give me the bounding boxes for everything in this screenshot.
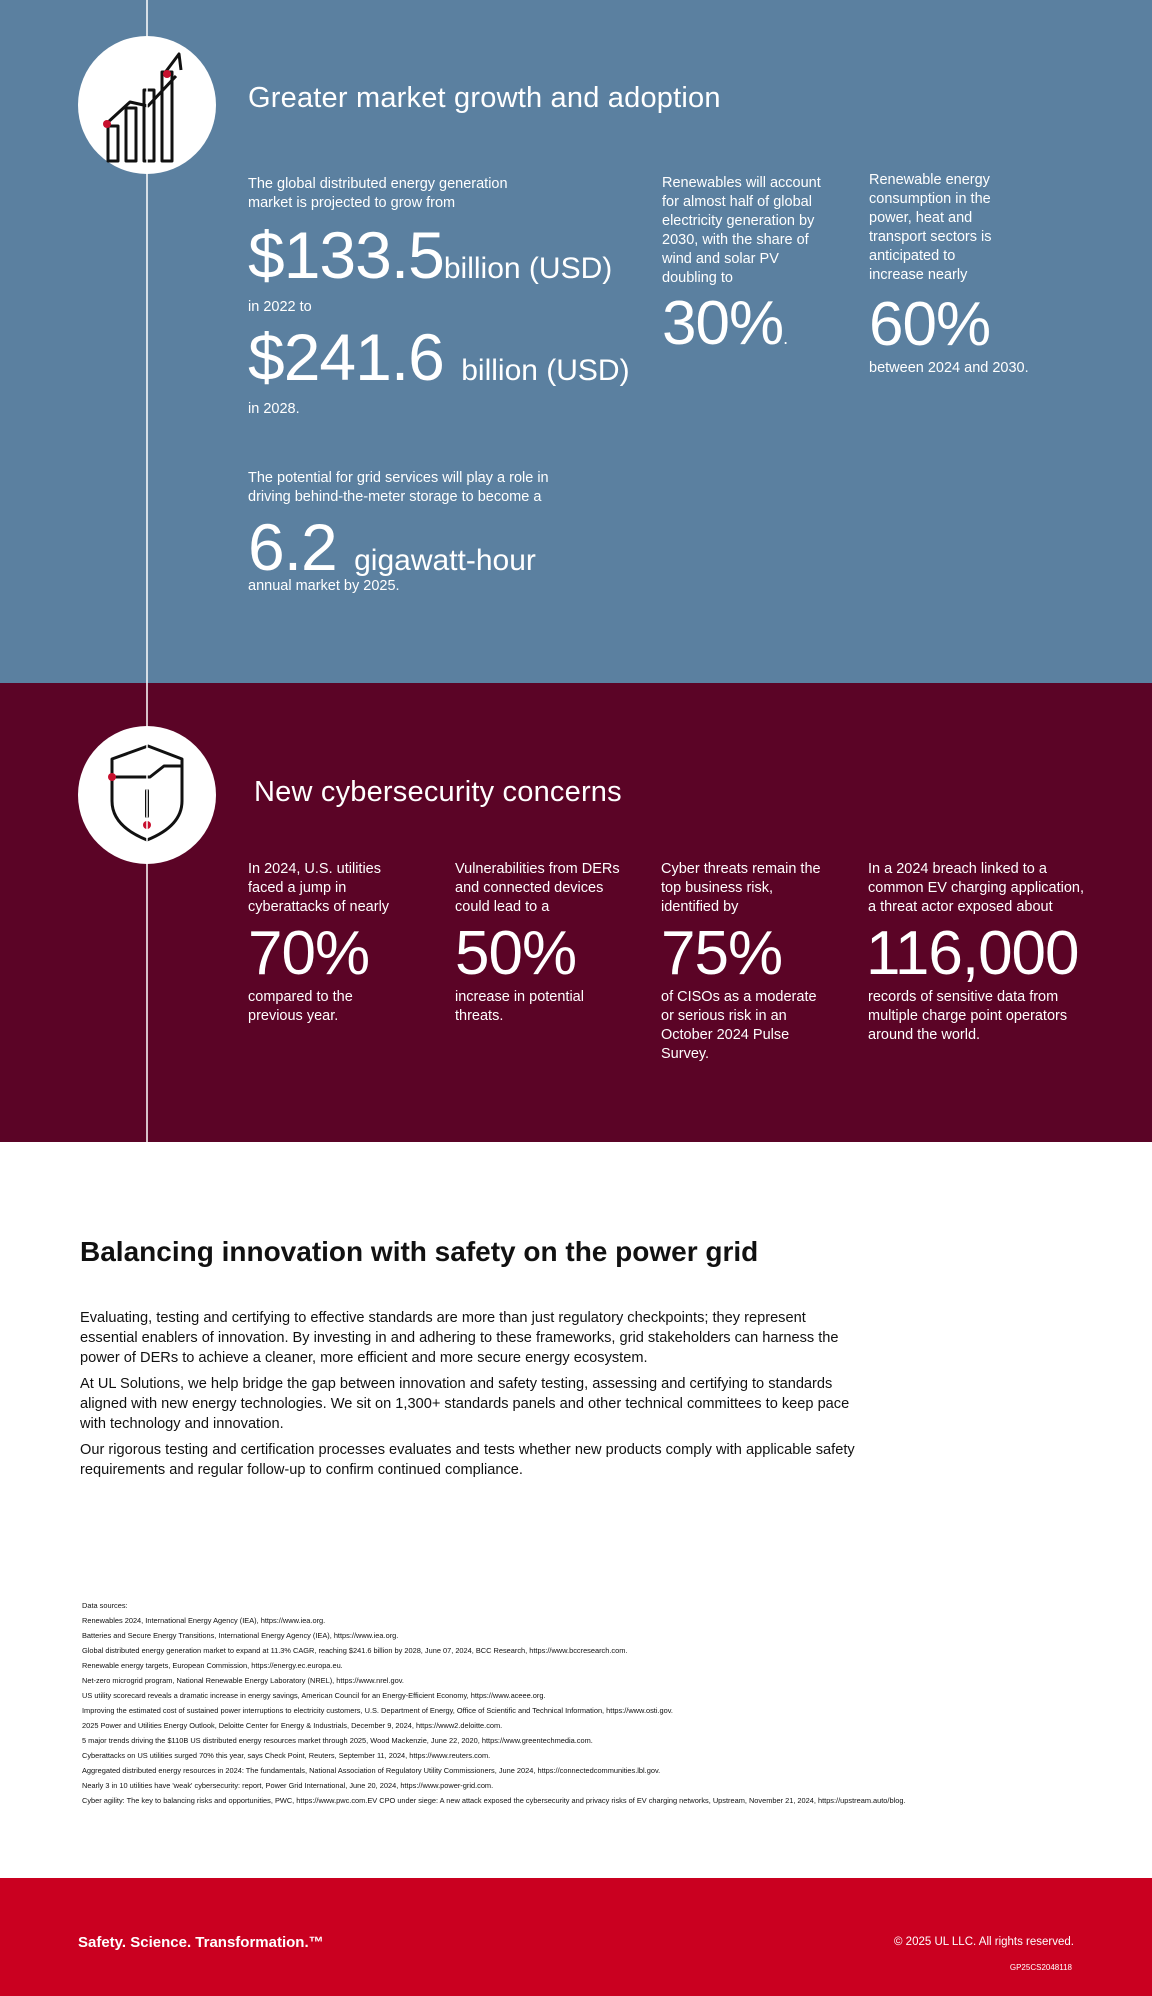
market-stat3-value: 60% bbox=[869, 290, 991, 359]
cyber-stat2-value: 50% bbox=[455, 919, 577, 988]
unit: billion (USD) bbox=[443, 252, 613, 285]
cyber-stat2-intro: Vulnerabilities from DERs and connected devices could lead to a bbox=[455, 861, 620, 915]
balance-section bbox=[80, 1236, 860, 1486]
source-item: Improving the estimated cost of sustained power interruptions to electricity customers, U.S. Department of Energy, Office of Scientific and Technical Information, https://www.osti.gov. bbox=[82, 1706, 673, 1715]
source-item: Nearly 3 in 10 utilities have 'weak' cybersecurity: report, Power Grid International, June 20, 2024, https://www.power-grid.com. bbox=[82, 1781, 494, 1790]
market-stat1-value2 bbox=[248, 320, 630, 394]
value: $241.6 bbox=[248, 320, 444, 394]
market-stat1-end: in 2028. bbox=[248, 401, 300, 417]
market-stat3-intro: Renewable energy consumption in the power, heat and transport sectors is anticipated to increase nearly bbox=[869, 172, 992, 283]
source-item: US utility scorecard reveals a dramatic increase in energy savings, American Council for an Energy-Efficient Economy, https://www.aceee.org. bbox=[82, 1691, 546, 1700]
source-item: Batteries and Secure Energy Transitions, International Energy Agency (IEA), https://www.iea.org. bbox=[82, 1631, 399, 1640]
cyber-stat4-value: 116,000 bbox=[866, 919, 1079, 988]
market-stat1-mid: in 2022 to bbox=[248, 299, 312, 315]
cyber-section-title: New cybersecurity concerns bbox=[254, 776, 622, 808]
market-stat1-value1 bbox=[248, 218, 613, 292]
footer-tagline: Safety. Science. Transformation.™ bbox=[78, 1934, 324, 1951]
cyber-stat4-intro: In a 2024 breach linked to a common EV charging application, a threat actor exposed about bbox=[868, 861, 1085, 915]
cyber-stat4-end: records of sensitive data from multiple charge point operators around the world. bbox=[868, 989, 1068, 1043]
source-item: Global distributed energy generation market to expand at 11.3% CAGR, reaching $241.6 billion by 2028, June 07, 2024, BCC Research, https://www.bccresearch.com. bbox=[82, 1646, 628, 1655]
cyber-stat3-value: 75% bbox=[661, 919, 783, 988]
cyber-stat3-end: of CISOs as a moderate or serious risk in an October 2024 Pulse Survey. bbox=[661, 989, 817, 1062]
balance-paragraph-1: Evaluating, testing and certifying to effective standards are more than just regulatory checkpoints; they represent essential enablers of innovation. By investing in and adhering to these frameworks, grid stakeholders can harness the power of DERs to achieve a cleaner, more efficient and more secure energy ecosystem. bbox=[80, 1310, 839, 1366]
market-stat4-intro: The potential for grid services will play a role in driving behind-the-meter storage to become a bbox=[248, 470, 549, 505]
unit: billion (USD) bbox=[461, 354, 630, 387]
market-section-title: Greater market growth and adoption bbox=[248, 82, 721, 114]
market-stat3-end: between 2024 and 2030. bbox=[869, 360, 1029, 376]
source-item: 2025 Power and Utilities Energy Outlook, Deloitte Center for Energy & Industrials, December 9, 2024, https://www2.deloitte.com. bbox=[82, 1721, 503, 1730]
unit: gigawatt-hour bbox=[354, 544, 536, 577]
balance-paragraph-3: Our rigorous testing and certification processes evaluates and tests whether new products comply with applicable safety requirements and regular follow-up to confirm continued compliance. bbox=[80, 1442, 855, 1478]
footer-copyright: © 2025 UL LLC. All rights reserved. bbox=[894, 1936, 1074, 1948]
cyber-stat2-end: increase in potential threats. bbox=[455, 989, 584, 1024]
balance-title: Balancing innovation with safety on the power grid bbox=[80, 1236, 759, 1267]
market-stat4-value bbox=[248, 510, 536, 584]
market-stat4-end: annual market by 2025. bbox=[248, 578, 400, 594]
cyber-section bbox=[0, 683, 1152, 1142]
source-item: Cyber agility: The key to balancing risks and opportunities, PWC, https://www.pwc.com.EV CPO under siege: A new attack exposed the cybersecurity and privacy risks of EV charging networks, Upstream, November 21, 2024, https://upstream.auto/blog. bbox=[82, 1796, 906, 1805]
data-sources bbox=[82, 1598, 1082, 1808]
source-item: Cyberattacks on US utilities surged 70% this year, says Check Point, Reuters, September 11, 2024, https://www.reuters.com. bbox=[82, 1751, 491, 1760]
source-item: Renewable energy targets, European Commission, https://energy.ec.europa.eu. bbox=[82, 1661, 343, 1670]
value: $133.5 bbox=[248, 218, 444, 292]
cyber-stat3-intro: Cyber threats remain the top business risk, identified by bbox=[661, 861, 821, 915]
footer-document-code: GP25CS2048118 bbox=[1009, 1963, 1072, 1972]
market-stat2-value bbox=[662, 289, 789, 358]
source-item: Aggregated distributed energy resources in 2024: The fundamentals, National Association of Regulatory Utility Commissioners, June 2024, https://connectedcommunities.lbl.gov. bbox=[82, 1766, 661, 1775]
cyber-stat1-end: compared to the previous year. bbox=[248, 989, 353, 1024]
value: 6.2 bbox=[248, 510, 337, 584]
balance-paragraph-2: At UL Solutions, we help bridge the gap between innovation and safety testing, assessing and certifying to standards aligned with new energy technologies. We sit on 1,300+ standards panels and other technical committees to keep pace with technology and innovation. bbox=[80, 1376, 850, 1432]
cyber-stat1-value: 70% bbox=[248, 919, 370, 988]
market-section bbox=[0, 0, 1152, 683]
suffix: . bbox=[783, 328, 789, 348]
source-item: Renewables 2024, International Energy Agency (IEA), https://www.iea.org. bbox=[82, 1616, 326, 1625]
sources-heading: Data sources: bbox=[82, 1601, 128, 1610]
cyber-stat1-intro: In 2024, U.S. utilities faced a jump in cyberattacks of nearly bbox=[248, 861, 390, 915]
footer bbox=[0, 1878, 1152, 1996]
market-stat1-intro: The global distributed energy generation market is projected to grow from bbox=[248, 176, 508, 211]
value: 30% bbox=[662, 289, 784, 358]
source-item: 5 major trends driving the $110B US distributed energy resources market through 2025, Wood Mackenzie, June 22, 2020, https://www.greentechmedia.com. bbox=[82, 1736, 593, 1745]
timeline-divider bbox=[146, 0, 148, 1142]
market-stat2-intro: Renewables will account for almost half of global electricity generation by 2030, with the share of wind and solar PV doubling to bbox=[662, 175, 821, 286]
source-item: Net-zero microgrid program, National Renewable Energy Laboratory (NREL), https://www.nrel.gov. bbox=[82, 1676, 404, 1685]
